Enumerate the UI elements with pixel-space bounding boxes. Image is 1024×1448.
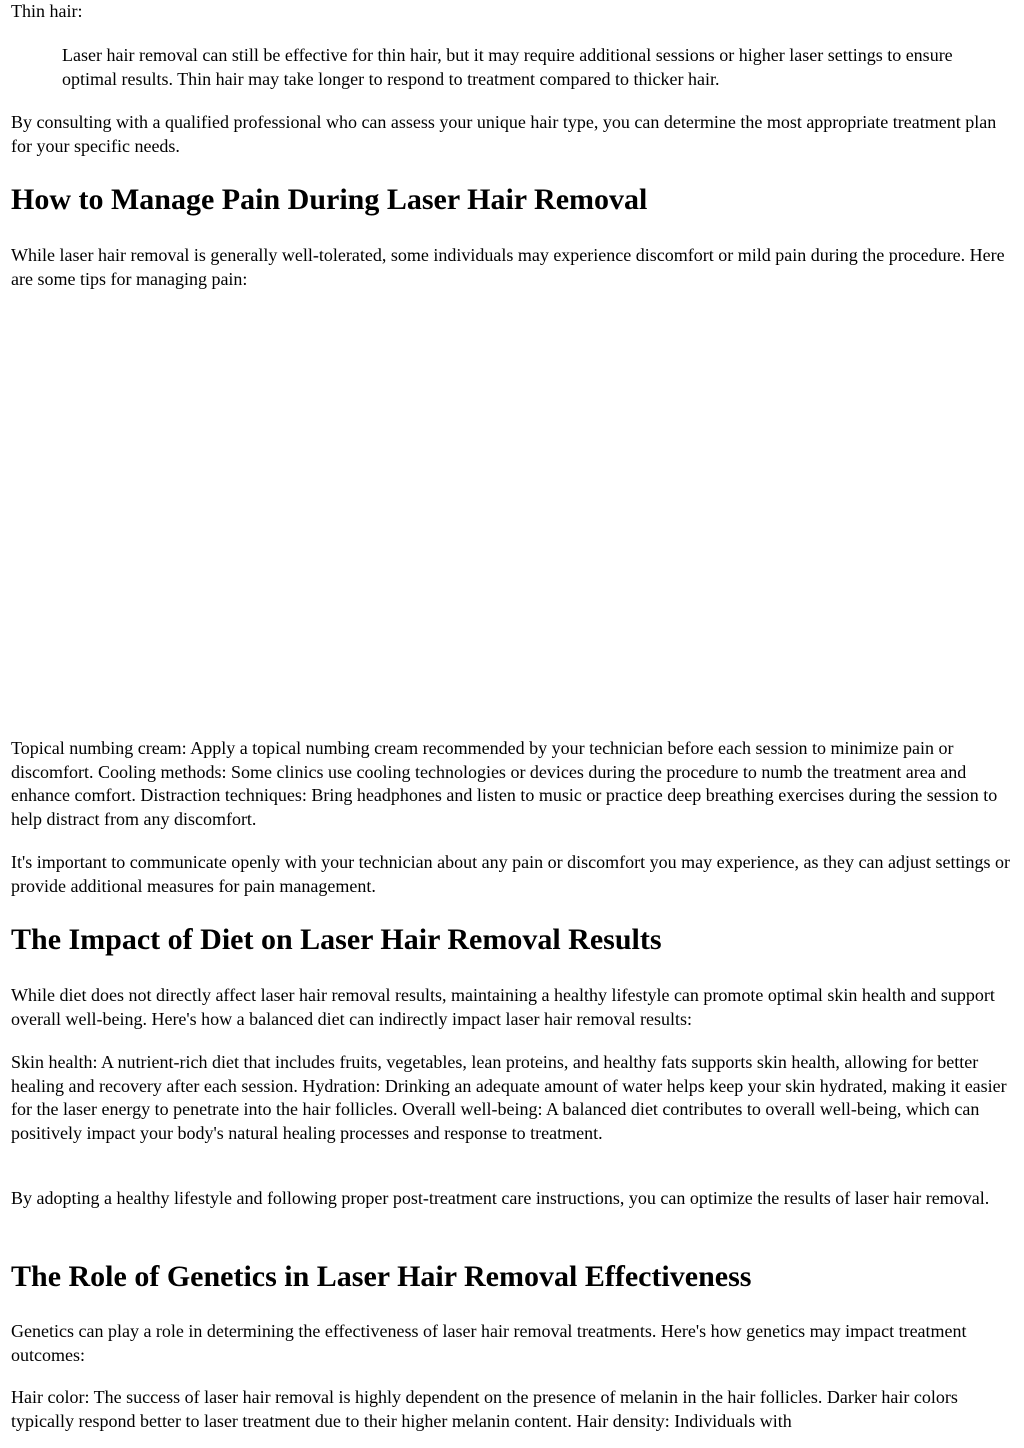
thin-hair-term: Thin hair: <box>11 1 83 21</box>
pain-section-heading: How to Manage Pain During Laser Hair Removal <box>11 183 648 216</box>
genetics-points-paragraph: Hair color: The success of laser hair removal is highly dependent on the presence of melanin in the hair follicles. Darker hair colors typically respond better to laser treatment due to their higher melanin content. Hair density: Individuals with <box>11 1387 958 1431</box>
diet-closing-paragraph: By adopting a healthy lifestyle and following proper post-treatment care instructions, you can optimize the results of laser hair removal. <box>11 1188 990 1208</box>
diet-section-heading: The Impact of Diet on Laser Hair Removal Results <box>11 923 662 956</box>
genetics-section-intro: Genetics can play a role in determining the effectiveness of laser hair removal treatments. Here's how genetics may impact treatment outcomes: <box>11 1321 967 1365</box>
genetics-points-clip <box>11 1386 1015 1448</box>
pain-section-intro: While laser hair removal is generally well-tolerated, some individuals may experience discomfort or mild pain during the procedure. Here are some tips for managing pain: <box>11 245 1005 289</box>
diet-points-paragraph: Skin health: A nutrient-rich diet that includes fruits, vegetables, lean proteins, and healthy fats supports skin health, allowing for better healing and recovery after each session. Hydration: Drinking an adequate amount of water helps keep your skin hydrated, making it easier for the laser energy to penetrate into the hair follicles. Overall well-being: A balanced diet contributes to overall well-being, which can positively impact your body's natural healing processes and response to treatment. <box>11 1052 1007 1143</box>
genetics-section-heading: The Role of Genetics in Laser Hair Removal Effectiveness <box>11 1260 752 1293</box>
pain-closing-paragraph: It's important to communicate openly with your technician about any pain or discomfort you may experience, as they can adjust settings or provide additional measures for pain management. <box>11 852 1010 896</box>
thin-hair-definition: Laser hair removal can still be effective for thin hair, but it may require additional sessions or higher laser settings to ensure optimal results. Thin hair may take longer to respond to treatment compared to thicker hair. <box>62 45 953 89</box>
blank-media-area <box>11 300 1015 720</box>
diet-section-intro: While diet does not directly affect laser hair removal results, maintaining a healthy lifestyle can promote optimal skin health and support overall well-being. Here's how a balanced diet can indirectly impact laser hair removal results: <box>11 985 995 1029</box>
pain-tips-paragraph: Topical numbing cream: Apply a topical numbing cream recommended by your technician before each session to minimize pain or discomfort. Cooling methods: Some clinics use cooling technologies or devices during the procedure to numb the treatment area and enhance comfort. Distraction techniques: Bring headphones and listen to music or practice deep breathing exercises during the session to help distract from any discomfort. <box>11 738 998 829</box>
consulting-paragraph: By consulting with a qualified professional who can assess your unique hair type, you can determine the most appropriate treatment plan for your specific needs. <box>11 112 997 156</box>
